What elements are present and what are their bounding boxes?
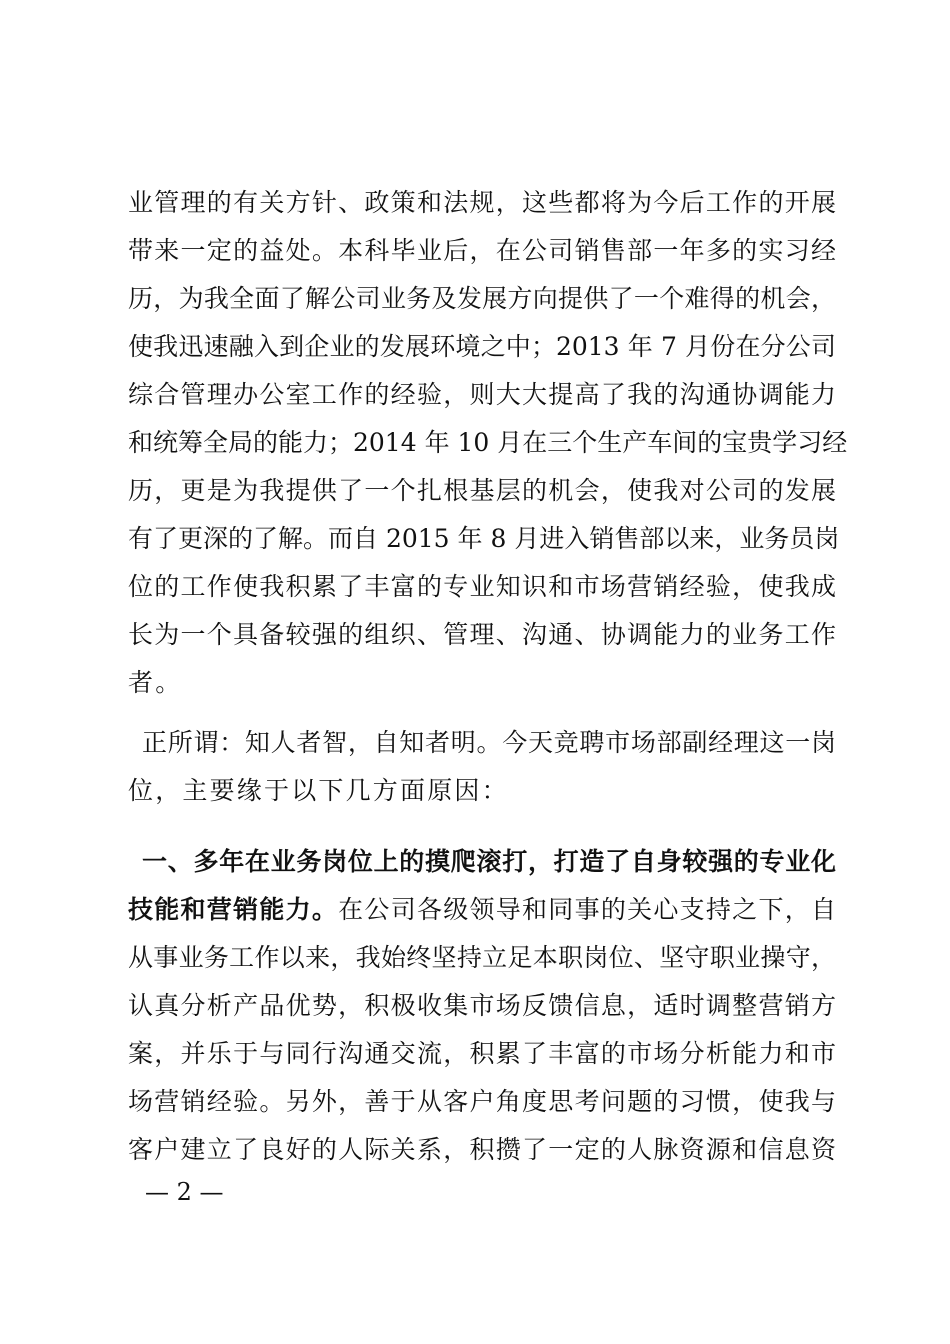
paragraph-2 [128, 719, 836, 815]
text-line: 历，更是为我提供了一个扎根基层的机会，使我对公司的发展 [128, 476, 836, 505]
text-line: 有了更深的了解。而自 2015 年 8 月进入销售部以来，业务员岗 [128, 524, 840, 553]
text-line: 案，并乐于与同行沟通交流，积累了丰富的市场分析能力和市 [128, 1039, 836, 1068]
text-line: 带来一定的益处。本科毕业后，在公司销售部一年多的实习经 [128, 236, 836, 265]
text-line: 场营销经验。另外，善于从客户角度思考问题的习惯，使我与 [128, 1087, 836, 1116]
text-line: 历，为我全面了解公司业务及发展方向提供了一个难得的机会， [128, 284, 836, 313]
page-number: — 2 — [145, 1178, 224, 1206]
text-line: 正所谓：知人者智，自知者明。今天竞聘市场部副经理这一岗 [142, 728, 836, 757]
section-heading-tail: 技能和营销能力。 [128, 895, 339, 924]
text-line: 客户建立了良好的人际关系，积攒了一定的人脉资源和信息资 [128, 1135, 836, 1164]
text-line: 位的工作使我积累了丰富的专业知识和市场营销经验，使我成 [128, 572, 836, 601]
text-line: 认真分析产品优势，积极收集市场反馈信息，适时调整营销方 [128, 991, 836, 1020]
text-line: 者。 [128, 668, 183, 697]
text-line: 和统筹全局的能力；2014 年 10 月在三个生产车间的宝贵学习经 [128, 428, 848, 457]
text-run: 在公司各级领导和同事的关心支持之下，自 [338, 895, 836, 924]
paragraph-3 [128, 838, 836, 1174]
text-line: 从事业务工作以来，我始终坚持立足本职岗位、坚守职业操守， [128, 943, 836, 972]
text-line: 使我迅速融入到企业的发展环境之中；2013 年 7 月份在分公司 [128, 332, 836, 361]
section-heading: 一、多年在业务岗位上的摸爬滚打，打造了自身较强的专业化 [142, 847, 836, 876]
text-line: 综合管理办公室工作的经验，则大大提高了我的沟通协调能力 [128, 380, 836, 409]
paragraph-1 [128, 179, 848, 707]
text-line: 长为一个具备较强的组织、管理、沟通、协调能力的业务工作 [128, 620, 836, 649]
text-line: 业管理的有关方针、政策和法规，这些都将为今后工作的开展 [128, 188, 836, 217]
text-line: 位，主要缘于以下几方面原因： [128, 776, 509, 805]
text-line [128, 886, 836, 934]
